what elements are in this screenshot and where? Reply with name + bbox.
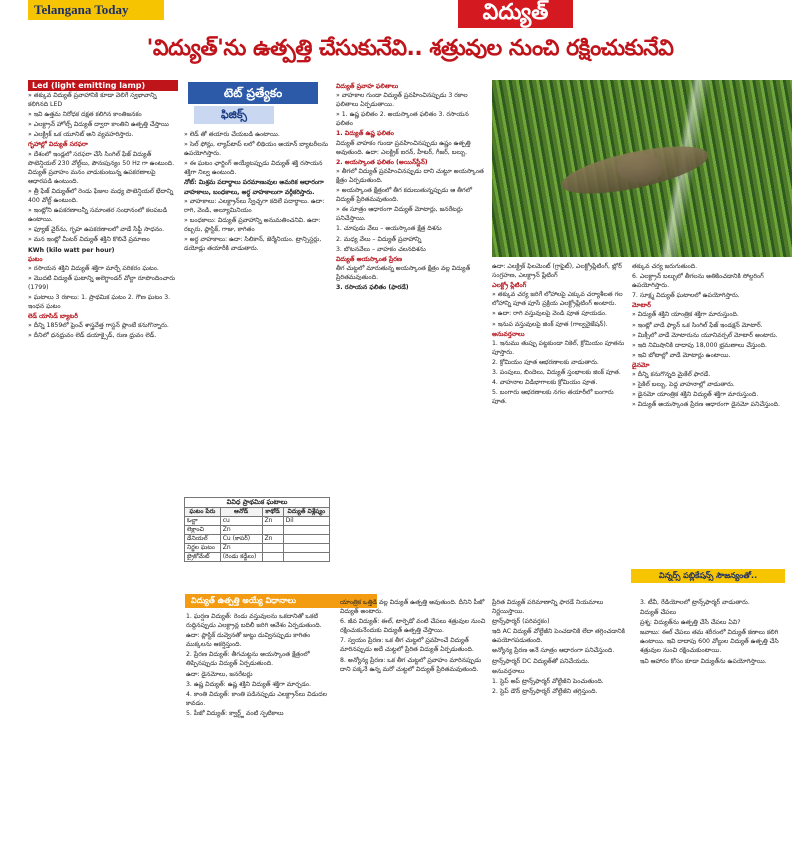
- generation-paragraph: ప్రశ్న: విద్యుత్‌ను ఉత్పత్తి చేసే చేపలు ఏవి?: [640, 619, 741, 627]
- motor-paragraph: » విద్యుత్ శక్తిని యాంత్రిక శక్తిగా మారుస్తుంది.: [632, 311, 739, 319]
- generation-paragraph: ఇవి ఆహారం కోసం కూడా విద్యుత్‌ను ఉపయోగిస్తాయి.: [640, 657, 767, 665]
- battery-paragraph: » దీన్ని 1859లో ఫ్రెంచ్ శాస్త్రవేత్త గాస్టన్ ప్లాంటే కనుగొన్నారు.: [28, 322, 169, 330]
- application-item: 1. ఇనుము తుప్పు పట్టకుండా నికెల్, క్రోమియం పూతను పూస్తారు.: [492, 339, 625, 356]
- generation-paragraph: అనువర్తనాలు: [492, 667, 525, 675]
- table-row: [185, 535, 330, 544]
- motor-paragraph: » ఇది నిమిషానికి దాదాపు 18,000 భ్రమణాలు చేస్తుంది.: [632, 341, 767, 349]
- col2-paragraph: » లెడ్ తో తయారు చేయబడి ఉంటాయి.: [184, 131, 280, 138]
- application-item: 4. వాహనాల విడిభాగాలకు క్రోమియం పూత.: [492, 379, 598, 387]
- generation-paragraph: 1. ఘర్షణ విద్యుత్: రెండు వస్తువులను ఒకదానితో ఒకటి రుద్దినప్పుడు ఎలక్ట్రాన్ల బదిలీ జరిగి ఆవేశం ఏర్పడుతుంది.: [186, 613, 322, 630]
- dynamo-paragraph: » విద్యుత్ అయస్కాంత ప్రేరణ ఆధారంగా డైనమో పనిచేస్తుంది.: [632, 401, 781, 409]
- table-title: వివిధ ప్రాథమిక ఘటాలు: [184, 497, 330, 507]
- generation-paragraph: జవాబు: ఈల్ చేపలు తమ శరీరంలో విద్యుత్ కణాలు కలిగి ఉంటాయి. ఇవి దాదాపు 600 వోల్టుల విద్యుత్ ఉత్పత్తి చేసి శత్రువుల నుంచి రక్షించుకుంటాయి.: [640, 629, 779, 655]
- led-paragraph: » ఎలక్ట్రాన్ హోల్స్ విద్యుత్ ద్వారా కాంతిని ఉత్పత్తి చేస్తాయి: [28, 121, 169, 129]
- column-led: [28, 80, 178, 620]
- generation-paragraph: ట్రాన్స్‌ఫార్మర్ DC విద్యుత్‌తో పనిచేయదు.: [492, 657, 590, 665]
- battery-heading: లెడ్ యాసిడ్ బ్యాటరీ: [28, 313, 78, 321]
- generation-col-a: [186, 612, 336, 840]
- cell-paragraphs: [28, 264, 178, 311]
- house-supply-paragraph: » ఇంట్లోని ఉపకరణాలన్నీ సమాంతర సంధానంలో కలపబడి ఉంటాయి.: [28, 207, 168, 224]
- col2-paragraph: » ఈ ఘటం ఛార్జింగ్ అయ్యేటప్పుడు విద్యుత్ శక్తి రసాయన శక్తిగా నిల్వ ఉంటుంది.: [184, 160, 323, 177]
- paper-logo: Telangana Today: [28, 0, 164, 20]
- col2-paragraph: » సెల్ ఫోన్లు, ల్యాప్‌టాప్ లలో లిథియం అయాన్ బ్యాటరీలను ఉపయోగిస్తారు.: [184, 141, 329, 158]
- motor-paragraph: » ఇవి బోటాల్లో వాడే మోటార్లు ఉంటాయి.: [632, 351, 731, 359]
- cell-heading: ఘటం: [28, 255, 43, 263]
- col5-paragraph: 6. ఎలక్ట్రాన్ బల్బులో తీగలను అతికించడానికి సోల్డరింగ్ ఉపయోగిస్తారు.: [632, 273, 764, 290]
- table-cell: [283, 535, 329, 544]
- hand-rule-list: [336, 224, 486, 253]
- generation-paragraph: విద్యుత్ చేపలు: [640, 609, 677, 617]
- motor-paragraphs: [632, 310, 787, 359]
- magnetic-effect-heading: 2. అయస్కాంత ఫలితం (అయిన్‌స్టీన్): [336, 158, 428, 166]
- unit-label: KWh (kilo watt per hour): [28, 246, 115, 254]
- led-heading: Led (light emitting lamp): [28, 80, 178, 91]
- battery-paragraph: » దీనిలో ధనధ్రువం లెడ్ డయాక్సైడ్, రుణ ధ్రువం లెడ్.: [28, 332, 157, 340]
- table-header-row: [185, 508, 330, 517]
- generation-paragraph: 8. అన్యోన్య ప్రేరణ: ఒక తీగ చుట్టలో ప్రవాహం మారినప్పుడు దాని పక్కనే ఉన్న మరో చుట్టలో విద్యుత్ ప్రేరితమవుతుంది.: [340, 656, 482, 673]
- generation-col-d: [640, 598, 788, 840]
- table-cell: Cu (కాపర్): [220, 535, 262, 544]
- photo-caption: ఉదా: ఎలక్ట్రిక్ ఫిలమెంట్ (గ్రాఫైట్), ఎలక్ట్రోప్లేటింగ్, బ్లోర్ సంగ్రహణ, ఎలక్ట్రాన్ ప్లేటింగ్: [492, 263, 622, 280]
- induction-text: తీగ చుట్టలో మారుతున్న అయస్కాంత క్షేత్రం వల్ల విద్యుత్ ప్రేరితమవుతుంది.: [336, 264, 471, 281]
- magnetic-paragraph: » ఈ సూత్రం ఆధారంగా విద్యుత్ మోటార్లు, జనరేటర్లు పనిచేస్తాయి.: [336, 206, 463, 223]
- generation-paragraph: అన్యోన్య ప్రేరణ అనే సూత్రం ఆధారంగా పనిచేస్తుంది.: [492, 647, 615, 655]
- house-supply-paragraph: » మన ఇంట్లో మీటర్ విద్యుత్ శక్తిని కొలిచే ప్రమాణం: [28, 236, 150, 244]
- dynamo-paragraph: » సైకిల్ బల్బు, పెద్ద వాహనాల్లో వాడుతారు.: [632, 381, 735, 389]
- motor-heading: మోటార్: [632, 302, 651, 310]
- generation-paragraph: 6. జీవ విద్యుత్: ఈల్, టార్పెడో వంటి చేపలు శత్రువుల నుంచి రక్షించుకునేందుకు విద్యుత్ ఉత్పత్తి చేస్తాయి.: [340, 618, 486, 635]
- table-cell: Zn: [262, 517, 283, 526]
- led-paragraph: » తక్కువ విద్యుత్ ప్రవాహానికి కూడా వెలిగే స్వభావాన్ని కలిగినది LED: [28, 92, 157, 109]
- table-cell: బ్రైకోమేట్: [185, 553, 221, 562]
- motor-paragraph: » ఇంట్లో వాడే ఫ్యాన్ ఒక సింగిల్ ఫేజ్ ఇండక్షన్ మోటార్.: [632, 321, 763, 329]
- col5-paragraph: 7. సూక్ష్మ విద్యుత్ ఘటాలలో ఉపయోగిస్తారు.: [632, 292, 740, 300]
- dynamo-paragraph: » దీన్ని కనుగొన్నది మైకేల్ ఫారడే.: [632, 371, 711, 379]
- led-paragraphs: [28, 91, 178, 139]
- house-supply-paragraph: » దేశంలో ఇండ్లలో సరఫరా చేసే సింగిల్ ఫేజ్ విద్యుత్ పొటెన్షియల్ 230 వోల్ట్‌లు, పౌనఃపున్యం 50 Hz గా ఉంటుంది. విద్యుత్ ప్రవాహం మనం వాడుకుంటున్న ఉపకరణాలపై ఆధారపడి ఉంటుంది.: [28, 150, 175, 185]
- application-item: 3. పంపులు, బిందెలు, విద్యుత్ స్తంభాలకు జింక్ పూత.: [492, 369, 621, 377]
- effects-paragraph: » వాహకాల గుండా విద్యుత్ ప్రవహించినప్పుడు 3 రకాల ఫలితాలు ఏర్పడుతాయి.: [336, 92, 468, 109]
- dynamo-paragraphs: [632, 370, 787, 409]
- table-cell: [283, 553, 329, 562]
- table-cell: ఓల్టా: [185, 517, 221, 526]
- table-header-cell: కాథోడ్: [262, 508, 283, 517]
- generation-paragraph: యాంత్రిక ఒత్తిడి వల్ల విద్యుత్ ఉత్పత్తి అవుతుంది. దీనిని పీజో విద్యుత్ అంటారు.: [340, 599, 485, 616]
- house-supply-heading: గృహాల్లో విద్యుత్ సరఫరా: [28, 141, 88, 149]
- table-cell: లెక్లాంచి: [185, 526, 221, 535]
- cell-paragraph: » మొదటి విద్యుత్ ఘటాన్ని అలెగ్జాండర్ వోల్టా రూపొందించారు (1799): [28, 274, 176, 291]
- cell-paragraph: » రసాయన శక్తిని విద్యుత్ శక్తిగా మార్చే పరికరం ఘటం.: [28, 264, 159, 272]
- hand-rule-item: 2. మధ్య వేలు – విద్యుత్ ప్రవాహాన్ని: [336, 235, 422, 243]
- battery-paragraphs: [28, 321, 178, 340]
- table-cell: [262, 553, 283, 562]
- electroplating-paragraph: » ఇనుప వస్తువులపై జింక్ పూత (గాల్వనైజేషన్).: [492, 320, 608, 328]
- table-cell: Zn: [220, 544, 262, 553]
- generation-paragraph: 4. కాంతి విద్యుత్: కాంతి పడినప్పుడు ఎలక్ట్రాన్‌లు విడుదల కావడం.: [186, 690, 327, 707]
- col2-paragraphs-2: [184, 197, 329, 254]
- generation-methods-title: విద్యుత్ ఉత్పత్తి అయ్యే విధానాలు: [185, 594, 377, 608]
- col2-paragraph-2: » వాహకాలు: ఎలక్ట్రాన్‌లు స్వేచ్ఛగా కదిలే పదార్థాలు. ఉదా: రాగి, వెండి, అల్యూమినియం: [184, 197, 325, 214]
- table-header-cell: ఆనోడ్: [220, 508, 262, 517]
- generation-paragraph: ఉదా: డైనమోలు, జనరేటర్లు: [186, 670, 253, 678]
- hand-rule-item: 1. చూపుడు వేలు – అయస్కాంత క్షేత్ర దిశను: [336, 225, 442, 233]
- applications-paragraphs: [492, 339, 627, 407]
- effects-paragraph: » 1. ఉష్ణ ఫలితం 2. అయస్కాంత ఫలితం 3. రసాయన ఫలితం: [336, 111, 469, 128]
- table-cell: Zn: [220, 526, 262, 535]
- application-item: 5. బంగారు ఆభరణాలకు నగల తయారీలో బంగారు పూత.: [492, 389, 614, 406]
- table-row: [185, 544, 330, 553]
- table-cell: [283, 544, 329, 553]
- generation-paragraph: 2. ప్రేరణ విద్యుత్: తీగచుట్టను అయస్కాంత క్షేత్రంలో తిప్పినప్పుడు విద్యుత్ ఏర్పడుతుంది.: [186, 651, 310, 668]
- hand-rule-item: 3. బొటనవేలు – వాహకం చలనదిశను: [336, 245, 426, 253]
- dynamo-heading: డైనమో: [632, 361, 650, 369]
- publication-credit: విన్నర్స్ పబ్లికేషన్స్ సౌజన్యంతో..: [631, 569, 785, 583]
- house-supply-paragraph: » ఫ్యూజ్ వైర్‌ను, గృహ ఉపకరణాలలో వాడే సేఫ్టీ సాధనం.: [28, 226, 165, 234]
- table-cell: (రెండు కడ్డీలు): [220, 553, 262, 562]
- house-supply-paragraph: » త్రీ ఫేజ్ విద్యుత్‌లో రెండు ఫేజుల మధ్య పొటెన్షియల్ భేదాన్ని 400 వోల్ట్ ఉంటుంది.: [28, 187, 174, 205]
- col5-paragraphs: [632, 262, 787, 300]
- col2-paragraphs: [184, 130, 329, 177]
- electroplating-paragraphs: [492, 290, 627, 328]
- electroplating-paragraph: » ఉదా: రాగి వస్తువులపై వెండి పూత పూయడం.: [492, 310, 607, 318]
- electroplating-heading: ఎలక్ట్రో ప్లేటింగ్: [492, 282, 527, 290]
- motor-paragraph: » మిక్సీలో వాడే మోటారును యూనివర్సల్ మోటార్ అంటారు.: [632, 331, 778, 339]
- electroplating-paragraph: » తక్కువ చర్య జరిగే లోహాలపై ఎక్కువ చర్యాశీలత గల లోహాన్ని పూత పూసే ప్రక్రియ ఎలక్ట్రోప్లేటింగ్ అంటారు.: [492, 291, 623, 308]
- generation-paragraph: 5. పీజో విద్యుత్: క్వార్ట్జ్ వంటి స్ఫటికాలు: [186, 709, 284, 717]
- cell-paragraph: » ఘటాలు 3 రకాలు: 1. ప్రాథమిక ఘటం 2. గౌణ ఘటం 3. ఇంధన ఘటం: [28, 293, 171, 311]
- table-cell: Dil: [283, 517, 329, 526]
- effects-heading: విద్యుత్ ప్రవాహ ఫలితాలు: [336, 83, 399, 90]
- effects-paragraphs: [336, 91, 486, 128]
- subject-label: ఫిజిక్స్: [194, 106, 274, 124]
- tet-special-label: టెట్ ప్రత్యేకం: [188, 82, 318, 104]
- generation-col-b: [340, 598, 486, 840]
- generation-paragraph: ప్రేరిత విద్యుత్ పరిమాణాన్ని ఫారడే నియమాలు నిర్ణయిస్తాయి.: [492, 599, 604, 616]
- applications-heading: అనువర్తనాలు: [492, 330, 525, 338]
- column-conductors: [184, 130, 329, 495]
- magnetic-paragraph: » అయస్కాంత క్షేత్రంలో తీగ కదులుతున్నప్పుడు ఆ తీగలో విద్యుత్ ప్రేరితమవుతుంది.: [336, 187, 472, 204]
- table-body: [185, 517, 330, 562]
- generation-paragraph: 7. స్వయం ప్రేరణ: ఒక తీగ చుట్టలో ప్రవహించే విద్యుత్ మారినప్పుడు అదే చుట్టలో ప్రేరిత విద్యుత్ ఏర్పడుతుంది.: [340, 637, 474, 654]
- magnetic-paragraph: » తీగలో విద్యుత్ ప్రవహించినప్పుడు దాని చుట్టూ అయస్కాంత క్షేత్రం ఏర్పడుతుంది.: [336, 167, 484, 184]
- col5-paragraph: తక్కువ చర్య జరుగుతుంది.: [632, 263, 698, 270]
- table-row: [185, 526, 330, 535]
- generation-paragraph: 2. స్టెప్ డౌన్ ట్రాన్స్‌ఫార్మర్ వోల్టేజీని తగ్గిస్తుంది.: [492, 687, 598, 695]
- generation-paragraph: 3. టీవీ, రేడియోలలో ట్రాన్స్‌ఫార్మర్ వాడుతారు.: [640, 599, 750, 606]
- note-text: నోట్: మిశ్రమ పదార్థాలు పరమాణువుల అమరిక ఆధారంగా వాహకాలు, బంధకాలు, అర్ధ వాహకాలుగా వర్గీకరిస్తారు.: [184, 179, 324, 196]
- chemical-effect-heading: 3. రసాయన ఫలితం (ఫారడే): [336, 283, 409, 291]
- magnetic-effect-paragraphs: [336, 167, 486, 224]
- led-paragraph: » ఎలక్ట్రిక్ ఒక యూనిట్ అని వ్యవహరిస్తారు.: [28, 131, 134, 139]
- generation-col-c: [492, 598, 630, 840]
- primary-cells-table: [184, 507, 330, 562]
- application-item: 2. క్రోమియం పూత ఆభరణాలకు వాడుతారు.: [492, 358, 599, 366]
- table-cell: cu: [220, 517, 262, 526]
- col2-paragraph-2: » అర్ధ వాహకాలు: ఉదా: సిలికాన్, జెర్మేనియం. ట్రాన్సిస్టర్లు, డయోడ్లు తయారీకి వాడుతారు.: [184, 236, 322, 253]
- heat-effect-heading: 1. విద్యుత్ ఉష్ణ ఫలితం: [336, 130, 394, 138]
- column-effects: [336, 82, 486, 587]
- table-cell: Zn: [262, 535, 283, 544]
- table-cell: [283, 526, 329, 535]
- generation-paragraph: 1. స్టెప్ అప్ ట్రాన్స్‌ఫార్మర్ వోల్టేజీని పెంచుతుంది.: [492, 677, 604, 685]
- page-headline: 'విద్యుత్'ను ఉత్పత్తి చేసుకునేవి.. శత్రువుల నుంచి రక్షించుకునేవి: [146, 36, 674, 61]
- col2-paragraph-2: » బంధకాలు: విద్యుత్ ప్రవాహాన్ని అనుమతించనివి. ఉదా: రబ్బరు, ప్లాస్టిక్, గాజు, కాగితం: [184, 216, 321, 233]
- table-cell: నిర్జల ఘటం: [185, 544, 221, 553]
- table-header-cell: విద్యుత్ విశ్లేష్యం: [283, 508, 329, 517]
- dynamo-paragraph: » డైనమో యాంత్రిక శక్తిని విద్యుత్ శక్తిగా మారుస్తుంది.: [632, 391, 759, 399]
- table-cell: [262, 544, 283, 553]
- generation-paragraph: ఉదా: ప్లాస్టిక్ దువ్వెనతో జుట్టు దువ్వినప్పుడు కాగితం ముక్కలను ఆకర్షిస్తుంది.: [186, 632, 311, 649]
- primary-cells-table-wrap: [184, 497, 330, 562]
- table-row: [185, 553, 330, 562]
- generation-paragraph: ఇది AC విద్యుత్ వోల్టేజీని పెంచడానికి లేదా తగ్గించడానికి ఉపయోగపడుతుంది.: [492, 628, 625, 645]
- house-supply-paragraphs: [28, 150, 178, 245]
- table-cell: డేనియల్: [185, 535, 221, 544]
- section-title: విద్యుత్: [458, 0, 573, 28]
- induction-heading: విద్యుత్ అయస్కాంత ప్రేరణ: [336, 255, 403, 263]
- table-header-cell: ఘటం పేరు: [185, 508, 221, 517]
- heat-effect-text: విద్యుత్ వాహకం గుండా ప్రవహించినప్పుడు ఉష్ణం ఉత్పత్తి అవుతుంది. ఉదా: ఎలక్ట్రిక్ ఐరన్, హీటర్, గీజర్, బల్బు.: [336, 139, 471, 156]
- table-cell: [262, 526, 283, 535]
- column-motor: [632, 262, 787, 567]
- led-paragraph: » ఇవి ఉత్తమ నిరోధక దక్షత కలిగిన కాంతిజనకం: [28, 111, 142, 119]
- column-electroplating: [492, 262, 627, 587]
- tet-badge: [188, 82, 320, 126]
- generation-paragraph: ట్రాన్స్‌ఫార్మర్ (పరివర్తకం): [492, 618, 550, 626]
- generation-paragraph: 3. ఉష్ణ విద్యుత్: ఉష్ణ శక్తిని విద్యుత్ శక్తిగా మార్చడం.: [186, 680, 311, 688]
- table-row: [185, 517, 330, 526]
